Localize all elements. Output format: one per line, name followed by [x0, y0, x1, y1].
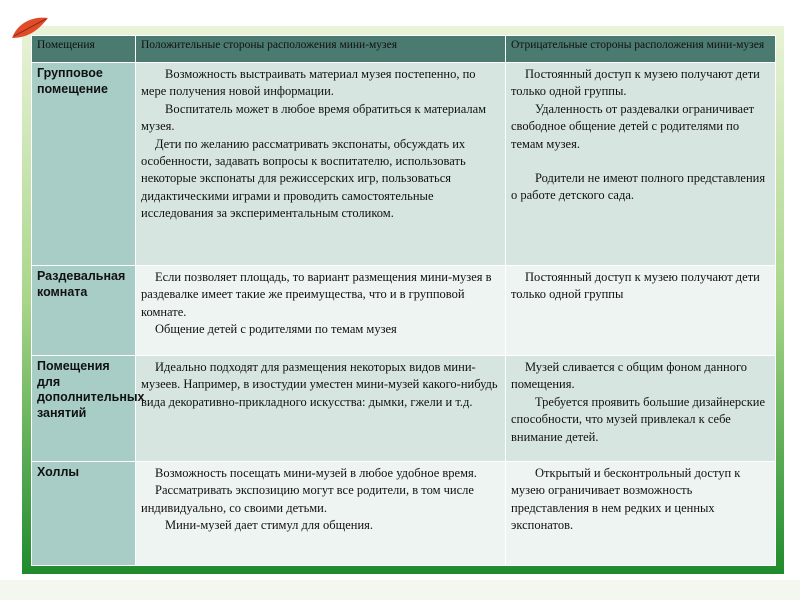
museum-comparison-table — [31, 35, 776, 566]
negative-cell: Музей сливается с общим фоном данного помещения. Требуется проявить большие дизайнерские способности, что музей привлекал к себе внимание детей. — [506, 356, 776, 462]
header-positive: Положительные стороны расположения мини-музея — [136, 36, 506, 63]
table-row — [32, 462, 776, 566]
table-row — [32, 356, 776, 462]
positive-cell: Возможность посещать мини-музей в любое удобное время. Рассматривать экспозицию могут все родители, в том числе индивидуально, со своими детьми. Мини-музей дает стимул для общения. — [136, 462, 506, 566]
negative-cell: Постоянный доступ к музею получают дети только одной группы. Удаленность от раздевалки ограничивает свободное общение детей с родителями по темам музея. Родители не имеют полного представления о работе детского сада. — [506, 63, 776, 266]
positive-cell: Идеально подходят для размещения некоторых видов мини-музеев. Например, в изостудии уместен мини-музей какого-нибудь вида декоративно-прикладного искусства: дымки, гжели и т.д. — [136, 356, 506, 462]
room-name: Холлы — [32, 462, 136, 566]
room-name: Помещения для дополнительных занятий — [32, 356, 136, 462]
positive-cell: Если позволяет площадь, то вариант размещения мини-музея в раздевалке имеет такие же преимущества, что и в групповой комнате. Общение детей с родителями по темам музея — [136, 266, 506, 356]
table-header-row — [32, 36, 776, 63]
room-name: Групповое помещение — [32, 63, 136, 266]
room-name: Раздевальная комната — [32, 266, 136, 356]
negative-cell: Постоянный доступ к музею получают дети только одной группы — [506, 266, 776, 356]
table-row — [32, 266, 776, 356]
positive-cell: Возможность выстраивать материал музея постепенно, по мере получения новой информации. Воспитатель может в любое время обратиться к материалам музея. Дети по желанию рассматривать экспонаты, обсуждать их особенности, задавать вопросы к воспитателю, использовать некоторые экспонаты для режиссерских игр, пользоваться дидактическими играми и проводить самостоятельные исследования за экспериментальным столиком. — [136, 63, 506, 266]
header-rooms: Помещения — [32, 36, 136, 63]
header-negative: Отрицательные стороны расположения мини-музея — [506, 36, 776, 63]
negative-cell: Открытый и бесконтрольный доступ к музею ограничивает возможность представления в нем редких и ценных экспонатов. — [506, 462, 776, 566]
table-row — [32, 63, 776, 266]
